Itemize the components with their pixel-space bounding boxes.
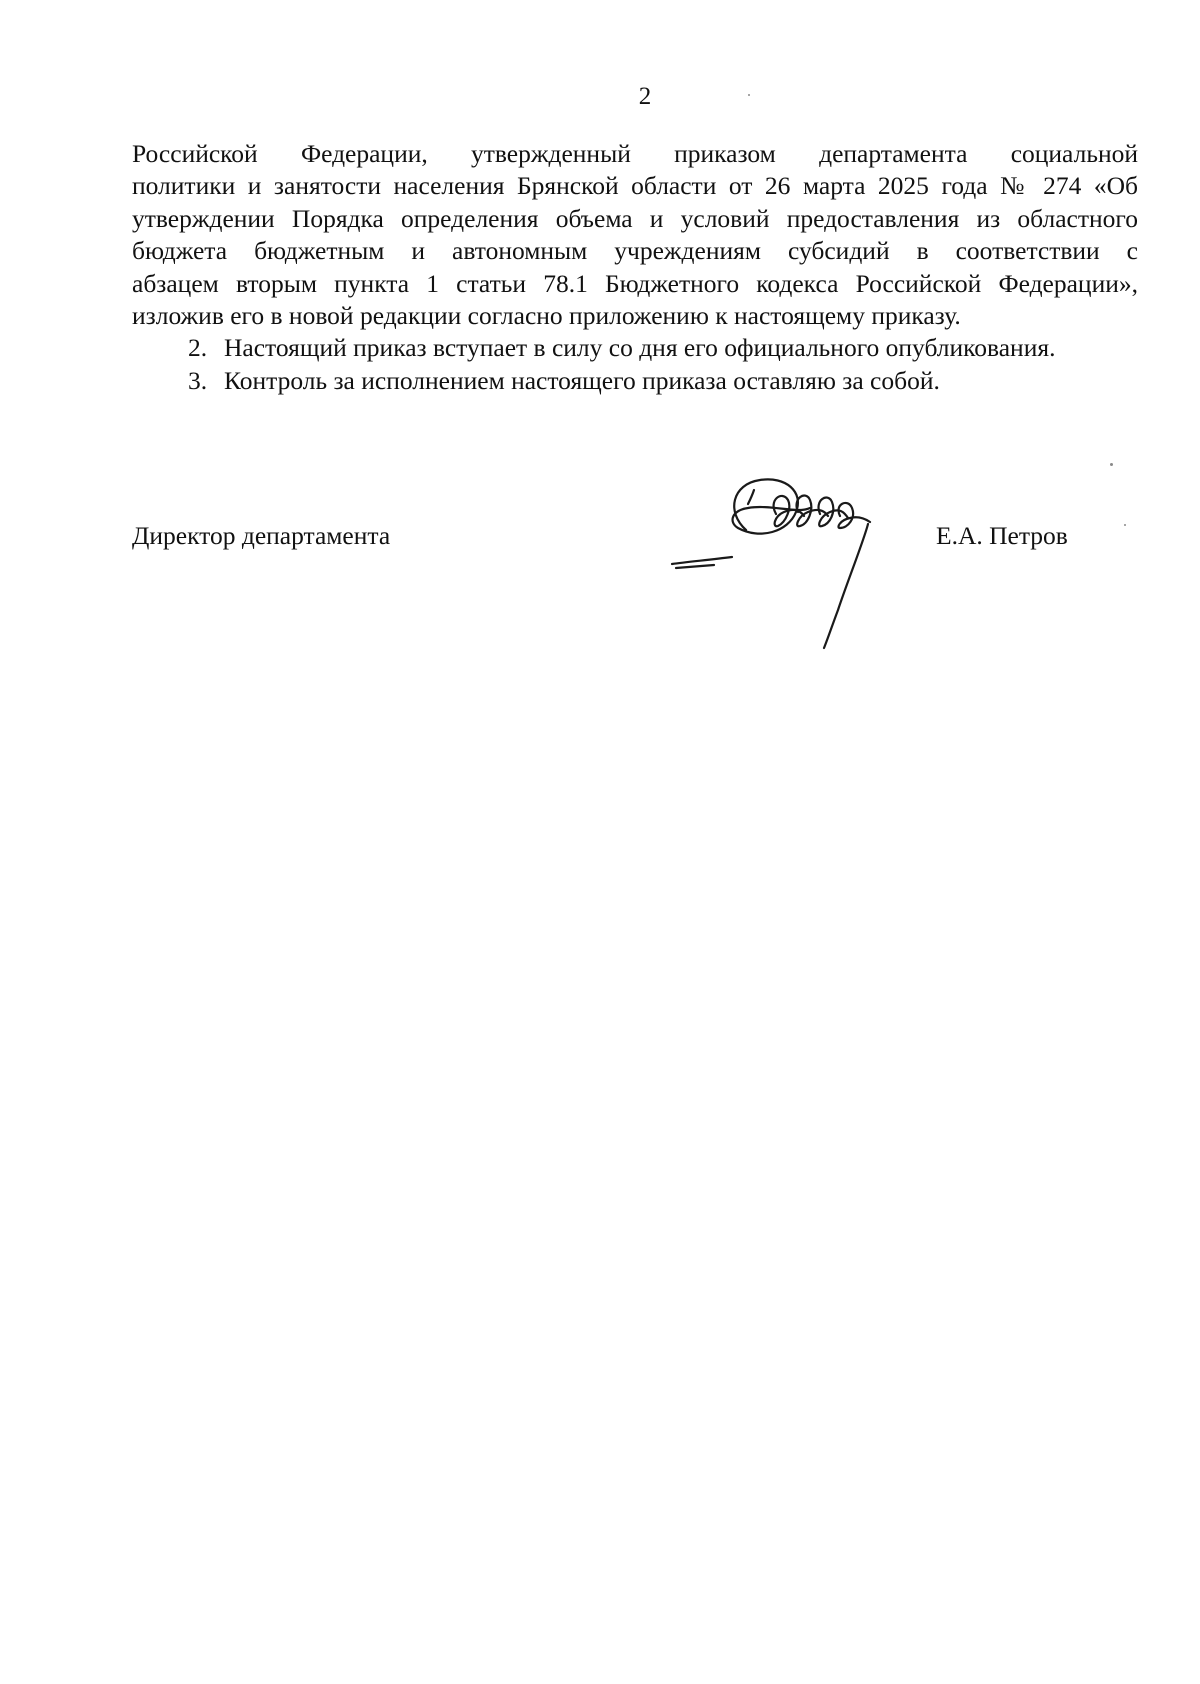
handwritten-signature bbox=[668, 470, 908, 660]
list-item-2 bbox=[132, 332, 1138, 364]
paragraph-line: политики и занятости населения Брянской области от 26 марта 2025 года № 274 «Об bbox=[132, 171, 1138, 201]
page-number: 2 bbox=[638, 83, 652, 110]
scan-speck bbox=[1110, 463, 1113, 466]
signer-position: Директор департамента bbox=[132, 521, 391, 550]
list-item-number: 3. bbox=[188, 365, 208, 395]
paragraph-line: абзацем вторым пункта 1 статьи 78.1 Бюджетного кодекса Российской Федерации», bbox=[132, 268, 1138, 298]
paragraph-continuation bbox=[132, 138, 1138, 332]
scan-speck bbox=[1124, 524, 1126, 526]
paragraph-line: утверждении Порядка определения объема и условий предоставления из областного bbox=[132, 203, 1138, 233]
signature-strokes bbox=[672, 479, 870, 648]
paragraph-line: Российской Федерации, утвержденный приказом департамента социальной bbox=[132, 139, 1138, 168]
signer-name: Е.А. Петров bbox=[936, 521, 1068, 550]
document-body bbox=[132, 138, 1138, 397]
list-item-3 bbox=[132, 365, 1138, 397]
signature-block bbox=[0, 470, 1200, 670]
scan-speck bbox=[748, 94, 750, 96]
list-item-text: Контроль за исполнением настоящего приказа оставляю за собой. bbox=[224, 365, 940, 395]
paragraph-line: изложив его в новой редакции согласно приложению к настоящему приказу. bbox=[132, 301, 961, 331]
list-item-text: Настоящий приказ вступает в силу со дня его официального опубликования. bbox=[224, 333, 1056, 363]
paragraph-line: бюджета бюджетным и автономным учреждениям субсидий в соответствии с bbox=[132, 236, 1138, 266]
list-item-number: 2. bbox=[188, 333, 208, 363]
